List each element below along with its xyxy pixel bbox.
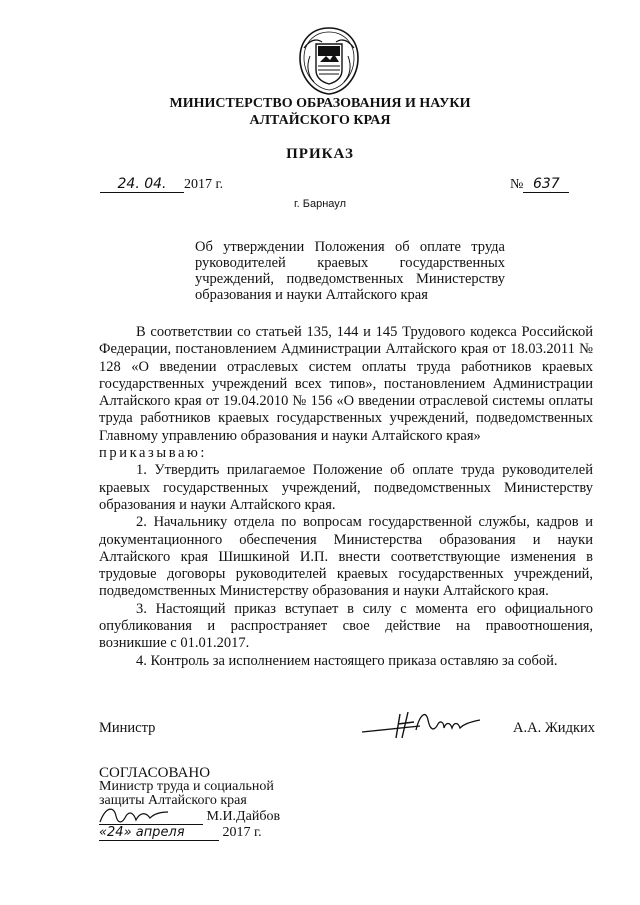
ministry-name — [0, 95, 640, 129]
date-year: 2017 г. — [184, 177, 224, 192]
approval-date-handwritten: «24» апреля — [99, 826, 219, 841]
approval-year: 2017 г. — [222, 825, 262, 840]
approval-heading: СОГЛАСОВАНО — [99, 765, 211, 781]
coat-of-arms-emblem — [296, 26, 362, 96]
ministry-line-1: МИНИСТЕРСТВО ОБРАЗОВАНИЯ И НАУКИ — [169, 96, 471, 111]
order-item-1: 1. Утвердить прилагаемое Положение об оплате труда руководителей краевых государственных учреждений, подведомственных Министерству образования и науки Алтайского края. — [99, 462, 593, 513]
minister-signature — [360, 704, 490, 744]
number-handwritten: 637 — [523, 176, 569, 193]
approval-signature — [96, 800, 206, 830]
order-number — [510, 176, 569, 193]
signatory-title: Министр — [99, 720, 156, 736]
approval-line-1: Министр труда и социальной — [99, 779, 274, 794]
date-handwritten: 24. 04. — [100, 176, 184, 193]
number-prefix: № — [510, 177, 524, 192]
city: г. Барнаул — [294, 198, 346, 210]
order-date — [100, 176, 223, 193]
order-subject: Об утверждении Положения об оплате труда руководителей краевых государственных учреждений, подведомственных Министерству образования и науки Алтайского края — [195, 239, 505, 303]
approval-signer: М.И.Дайбов — [206, 809, 281, 824]
ministry-line-2: АЛТАЙСКОГО КРАЯ — [249, 113, 391, 128]
order-body — [99, 324, 593, 670]
order-item-4: 4. Контроль за исполнением настоящего приказа оставляю за собой. — [136, 652, 558, 669]
signatory-name: А.А. Жидких — [513, 720, 596, 736]
preamble: В соответствии со статьей 135, 144 и 145 Трудового кодекса Российской Федерации, постановлением Администрации Алтайского края от 18.03.2011 № 128 «О введении отраслевых систем оплаты труда работников краевых государственных учреждений всех типов», постановлением Администрации Алтайского края от 19.04.2010 № 156 «О введении отраслевой системы оплаты труда работников краевых государственных учреждений, подведомственных Главному управлению образования и науки Алтайского края» — [99, 324, 593, 444]
order-word: приказываю: — [99, 445, 208, 462]
approval-line-2: защиты Алтайского края — [99, 793, 247, 808]
order-item-3: 3. Настоящий приказ вступает в силу с момента его официального опубликования и распространяет свое действие на правоотношения, возникшие с 01.01.2017. — [99, 600, 593, 652]
order-item-2: 2. Начальнику отдела по вопросам государственной службы, кадров и документационного обеспечения Министерства образования и науки Алтайского края Шишкиной И.П. внести соответствующие изменения в трудовые договоры руководителей краевых государственных учреждений, подведомственных Министерству образования и науки Алтайского края. — [99, 514, 593, 600]
document-type: ПРИКАЗ — [286, 146, 354, 162]
